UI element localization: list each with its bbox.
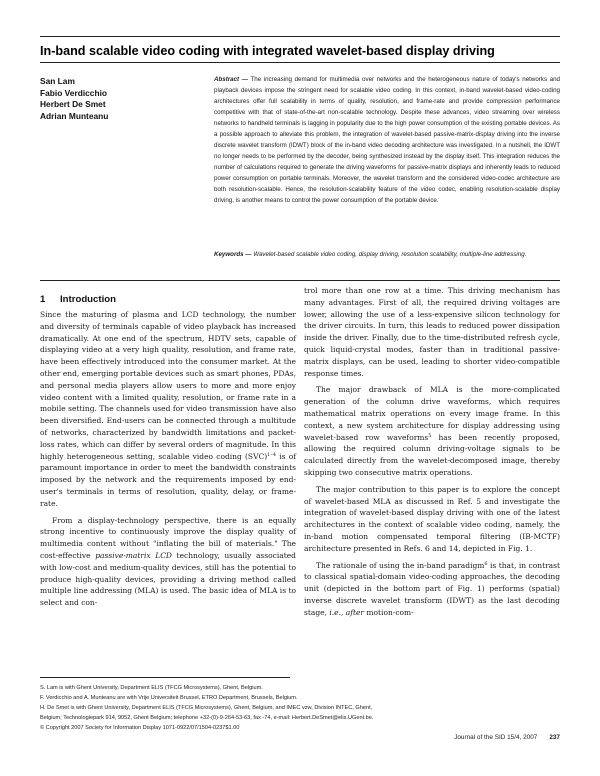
abstract-text: The increasing demand for multimedia over networks and the heterogeneous nature of today's networks and playback devices impose the stringent need for scalable video coding. In this context, in-band wavelet-based video-coding architectures offer full scalability in terms of quality, resolution, and frame-rate and provide compression performance competitive with that of state-of-the-art non-scalable technology. Despite these advances, video streaming over wireless networks to handheld terminals is lagging in popularity due to the high power consumption of the existing portable devices. As a possible approach to alleviate this problem, the integration of wavelet-based passive-matrix-display driving into the inverse discrete wavelet transform (IDWT) block of the in-band video decoding architecture was investigated. In a nutshell, the IDWT no longer needs to be performed by the decoder, being synthesized instead by the display itself. This integration reduces the number of calculations required to generate the driving waveforms for passive-matrix displays and inherently leads to reduced power consumption on portable terminals. Moreover, the wavelet transform and the considered video-codec architecture are both resolution-scalable. Hence, the resolution-scalability feature of the video codec, enabling resolution-scalable display driving, is another means to control the power consumption of the portable device. [214, 76, 560, 204]
abstract [214, 74, 560, 206]
citation: 1–4 [267, 451, 277, 458]
paragraph: The rationale of using the in-band paradigm$^6$ is that, in contrast to classical spatial-domain video-coding approaches, the decoding unit (depicted in the bottom part of Fig. 1) performs (spatial) inverse discrete wavelet transform (IDWT) as the last decoding stage, i.e., after motion-com- [304, 560, 560, 617]
paragraph: Since the maturing of plasma and LCD technology, the number and diversity of terminals capable of video playback has increased dramatically. At one end of the spectrum, HDTV sets, capable of displaying video at a very high quality, resolution, and frame rate, have been effectively introduced into the consumer market. At the other end, emerging portable devices such as smart phones, PDAs, and personal media players allow users to more and more enjoy video content with a limited quality, resolution, or frame rate in a mobile setting. The channels used for video transmission have also been diversified. End-users can be connected through a multitude of networks, characterized by bandwidth limitations and packet-loss rates, which can differ by several orders of magnitude. In this highly heterogeneous setting, scalable video coding (SVC)$^{1-4}$ is of paramount importance in order to meet the bandwidth constraints imposed by the network and the requirements imposed by end-user's terminals in terms of resolution, quality, delay, or frame-rate. [40, 310, 296, 508]
right-column [304, 285, 560, 619]
author-name: Fabio Verdicchio [40, 87, 108, 98]
title-rule [40, 62, 560, 63]
paper-title: In-band scalable video coding with integrated wavelet-based display driving [40, 44, 495, 58]
paragraph: trol more than one row at a time. This driving mechanism has many advantages. First of all, the required driving voltages are lower, allowing the use of a less-expensive silicon technology for the driver circuits. In turn, this leads to reduced power dissipation inside the driver. Finally, due to the time-distributed refresh cycle, quick liquid-crystal modes, faster than in traditional passive-matrix displays, can be used, leading to shorter video-compatible response times. [304, 286, 560, 378]
left-column [40, 309, 296, 609]
author-name: Adrian Munteanu [40, 110, 109, 121]
copyright: © Copyright 2007 Society for Information Display 1071-0922/07/1504-0237$1.00 [40, 725, 240, 731]
section-heading [40, 294, 116, 305]
top-rule [40, 36, 560, 37]
footnote: S. Lam is with Ghent University, Department ELIS (TFCG Microsystems), Ghent, Belgium. [40, 685, 263, 691]
paragraph: The major drawback of MLA is the more-complicated generation of the column drive waveforms, which requires mathematical matrix operations on every image frame. In this context, a new system architecture for display addressing using wavelet-based row waveforms$^5$ has been recently proposed, allowing the required column driving-voltage signals to be calculated directly from the wavelet-decomposed image, thereby skipping two consecutive matrix operations. [304, 385, 560, 477]
keywords-text: Wavelet-based scalable video coding, display driving, resolution scalability, multiple-line addressing. [253, 251, 527, 258]
section-number: 1 [40, 294, 46, 305]
author-name: Herbert De Smet [40, 99, 106, 110]
keywords [214, 250, 560, 260]
section-title: Introduction [60, 294, 116, 305]
footnote: H. De Smet is with Ghent University, Department ELIS (TFCG Microsystems), Ghent, Belgium, and IMEC vzw, Division INTEC, Ghent, [40, 705, 373, 711]
abstract-rule [40, 280, 560, 281]
page-footer [380, 734, 560, 741]
keywords-label: Keywords — [214, 251, 252, 258]
author-list [40, 76, 200, 122]
paragraph: The major contribution to this paper is to explore the concept of wavelet-based MLA as discussed in Ref. 5 and investigate the integration of wavelet-based display driving with one of the latest architectures in the context of scalable video coding, namely, the in-band motion compensated temporal filtering (IB-MCTF) architecture presented in Refs. 6 and 14, depicted in Fig. 1. [304, 484, 560, 553]
footnote-rule [40, 677, 290, 678]
page-number: 237 [549, 734, 560, 741]
footnote: Belgium; Technologiepark 914, 9052, Ghent Belgium; telephone +32-(0)-9-264-53-63, fax -74, e-mail: Herbert.DeSmet@elis.UGent.be. [40, 715, 374, 721]
footnotes [40, 683, 560, 733]
journal-citation: Journal of the SID 15/4, 2007 [454, 734, 538, 741]
footnote: F. Verdicchio and A. Munteanu are with Vrije Universiteit Brussel, ETRO Department, Brussels, Belgium. [40, 695, 298, 701]
author-name: San Lam [40, 76, 75, 86]
citation: 6 [484, 560, 488, 567]
citation: 5 [428, 432, 432, 439]
abstract-label: Abstract — [214, 76, 248, 83]
paragraph: From a display-technology perspective, there is an equally strong incentive to continuously improve the display quality of multimedia content without "inflating the bill of materials." The cost-effective passive-matrix LCD technology, usually associated with low-cost and medium-quality devices, still has the potential to produce high-quality devices, providing a driving method called multiple line addressing (MLA) is used. The basic idea of MLA is to select and con- [40, 515, 296, 608]
